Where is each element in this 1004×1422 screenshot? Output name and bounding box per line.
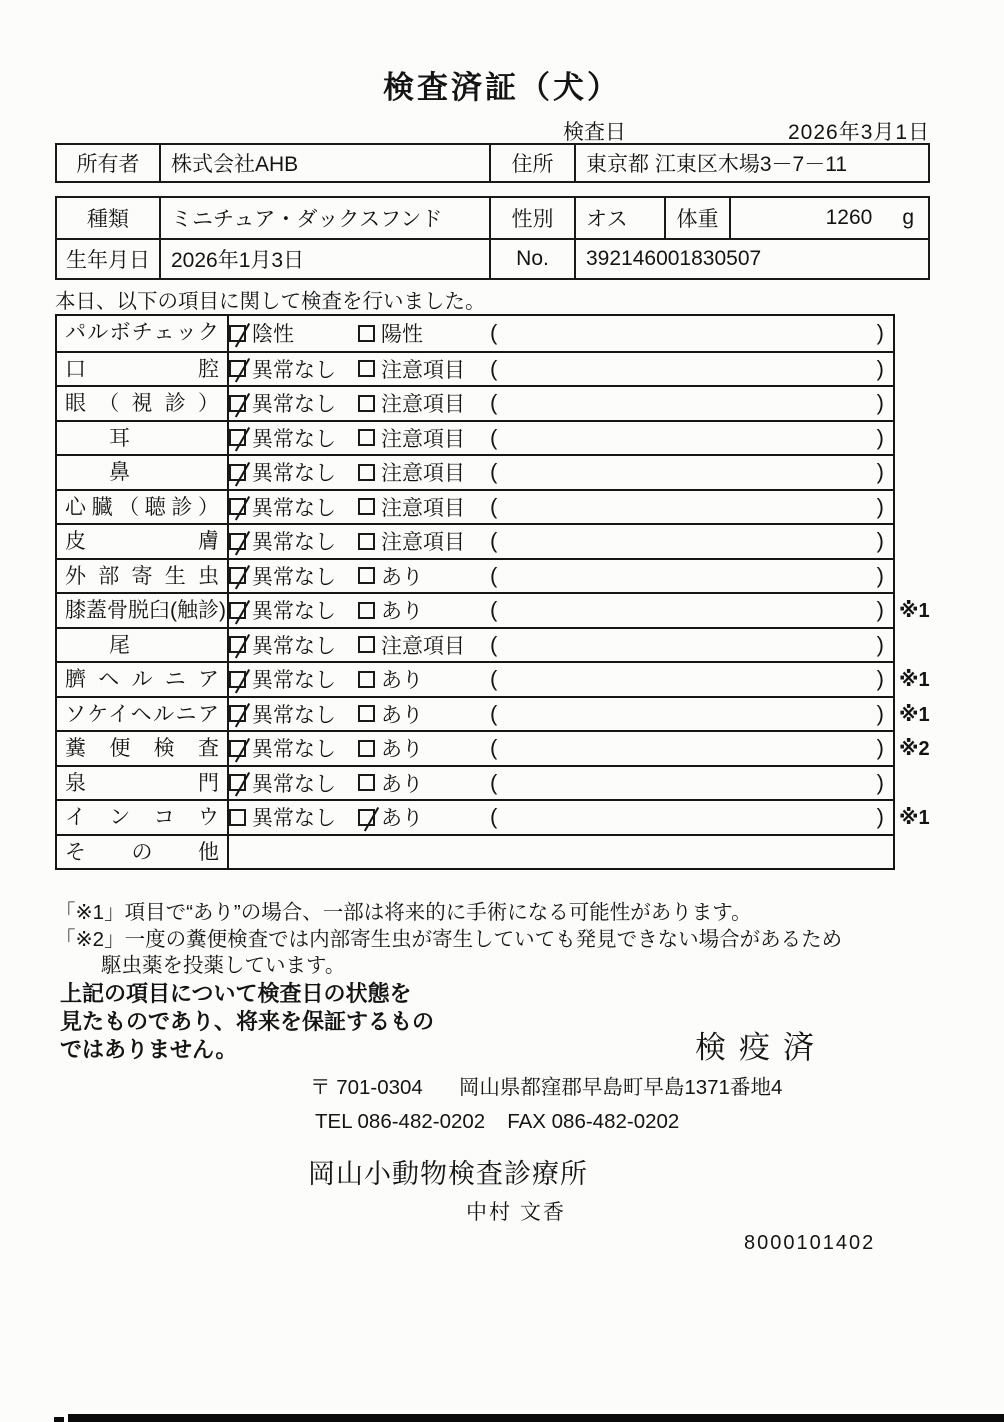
option-label: 注意項目 [381, 496, 465, 520]
paren-open: ( [490, 390, 498, 416]
unchecked-checkbox [358, 464, 375, 481]
breed-value: ミニチュア・ダックスフンド [159, 198, 489, 238]
document-number: 8000101402 [744, 1232, 876, 1254]
inspection-option [358, 664, 490, 694]
paren-close: ) [876, 562, 884, 588]
inspection-item-name: インコウ [57, 801, 229, 834]
inspection-row-body [229, 525, 893, 558]
paren-close: ) [876, 631, 884, 657]
unchecked-checkbox [358, 429, 375, 446]
inspection-option [229, 492, 358, 522]
option-label: 異常なし [252, 427, 336, 451]
staff-name: 中村 文香 [466, 1201, 566, 1224]
footnote-marker: ※2 [899, 738, 930, 760]
sex-label: 性別 [489, 198, 574, 238]
unchecked-checkbox [358, 325, 375, 342]
paren-close: ) [876, 528, 884, 554]
weight-unit: g [902, 206, 914, 229]
paren-open: ( [490, 424, 498, 450]
inspection-row [57, 799, 930, 834]
footnote-1: 「※1」項目で“あり”の場合、一部は将来的に手術になる可能性があります。 [55, 901, 752, 924]
option-label: あり [381, 772, 423, 796]
paren-close: ) [876, 666, 884, 692]
clinic-fax: FAX 086-482-0202 [507, 1110, 680, 1133]
inspection-row [57, 558, 893, 593]
paren-open: ( [490, 804, 498, 830]
disclaimer-line-3: ではありません。 [60, 1037, 238, 1062]
inspection-row [57, 316, 893, 351]
breed-label: 種類 [87, 208, 129, 231]
document-title: 検査済証（犬） [383, 70, 621, 105]
owner-value: 株式会社AHB [159, 145, 489, 181]
inspection-row [57, 730, 930, 765]
inspection-option [358, 492, 490, 522]
inspection-option [229, 457, 358, 487]
weight-value: 1260 [825, 206, 873, 229]
clinic-name: 岡山小動物検査診療所 [308, 1159, 588, 1189]
option-label: 注意項目 [381, 634, 465, 658]
inspection-option [229, 733, 358, 763]
inspection-row-body [229, 387, 893, 420]
inspection-item-name: その他 [57, 836, 229, 869]
inspection-option [358, 354, 490, 384]
clinic-tel-line [315, 1110, 679, 1134]
inspection-row-body [229, 663, 893, 696]
option-label: あり [381, 703, 423, 727]
option-label: あり [381, 807, 423, 831]
inspection-row [57, 454, 893, 489]
footnote-2-continued: 駆虫薬を投薬しています。 [101, 954, 346, 977]
sex-value: オス [574, 198, 664, 238]
inspection-row [57, 627, 893, 662]
inspection-row-body [229, 801, 893, 834]
option-label: 注意項目 [381, 427, 465, 451]
footnotes [55, 900, 842, 980]
option-label: あり [381, 565, 423, 589]
option-label: 異常なし [252, 634, 336, 658]
disclaimer-line-1: 上記の項目について検査日の状態を [60, 981, 412, 1006]
checked-checkbox [229, 429, 246, 446]
unchecked-checkbox [358, 602, 375, 619]
paren-open: ( [490, 528, 498, 554]
inspection-item-name: パルボチェック [57, 316, 229, 351]
footnote-marker: ※1 [899, 703, 930, 726]
option-label: 異常なし [252, 807, 336, 831]
inspection-row-body [229, 767, 893, 800]
inspection-option [229, 526, 358, 556]
inspection-row [57, 661, 930, 696]
clinic-tel: TEL 086-482-0202 [315, 1110, 486, 1133]
paren-close: ) [876, 804, 884, 830]
no-value: 392146001830507 [574, 240, 928, 278]
paren-open: ( [490, 666, 498, 692]
paren-open: ( [490, 493, 498, 519]
option-label: 注意項目 [381, 462, 465, 486]
paren-open: ( [490, 735, 498, 761]
inspection-row [57, 385, 893, 420]
paren-close: ) [876, 700, 884, 726]
address-value: 東京都 江東区木場3－7－11 [574, 145, 928, 181]
unchecked-checkbox [229, 809, 246, 826]
option-label: あり [381, 600, 423, 624]
unchecked-checkbox [358, 360, 375, 377]
inspection-row [57, 592, 930, 627]
inspection-item-name: 膝蓋骨脱臼(触診) [57, 594, 229, 627]
footnote-2: 「※2」一度の糞便検査では内部寄生虫が寄生していても発見できない場合があるため [55, 927, 843, 951]
paren-close: ) [876, 390, 884, 416]
inspection-option [229, 699, 358, 729]
paren-close: ) [876, 355, 884, 381]
inspection-row [57, 523, 893, 558]
inspection-option [229, 664, 358, 694]
inspection-option [358, 802, 490, 832]
option-label: 異常なし [252, 531, 336, 555]
checked-checkbox [229, 325, 246, 342]
owner-info-table [55, 143, 930, 183]
paren-open: ( [490, 700, 498, 726]
paren-close: ) [876, 769, 884, 795]
checked-checkbox [229, 602, 246, 619]
inspection-item-name: 心臓（聴診） [57, 491, 229, 524]
inspection-date-label: 検査日 [563, 121, 626, 144]
checked-checkbox [229, 636, 246, 653]
unchecked-checkbox [358, 671, 375, 688]
inspection-item-name: 鼻 [57, 456, 229, 489]
pet-info-table [55, 196, 930, 280]
inspection-item-name: 泉門 [57, 767, 229, 800]
inspection-option [358, 318, 490, 348]
option-label: 異常なし [252, 600, 336, 624]
disclaimer-text [60, 980, 434, 1064]
checked-checkbox [229, 498, 246, 515]
paren-close: ) [876, 493, 884, 519]
unchecked-checkbox [358, 533, 375, 550]
paren-open: ( [490, 562, 498, 588]
option-label: 注意項目 [381, 393, 465, 417]
postal-code: 〒 701-0304 [310, 1076, 423, 1099]
inspection-row-body [229, 836, 893, 869]
inspection-row-body [229, 560, 893, 593]
inspection-option [229, 630, 358, 660]
clinic-postal-line [310, 1070, 782, 1100]
paren-open: ( [490, 320, 498, 346]
option-label: 陰性 [252, 323, 294, 347]
checked-checkbox [229, 395, 246, 412]
breed-row [57, 198, 928, 238]
option-label: 異常なし [252, 669, 336, 693]
birthdate-value: 2026年1月3日 [159, 240, 489, 278]
inspection-option [229, 595, 358, 625]
paren-close: ) [876, 320, 884, 346]
inspection-row-body [229, 732, 893, 765]
inspection-row [57, 489, 893, 524]
checked-checkbox [229, 705, 246, 722]
option-label: 異常なし [252, 496, 336, 520]
checked-checkbox [229, 740, 246, 757]
inspection-option [229, 561, 358, 591]
inspection-row [57, 765, 893, 800]
option-label: あり [381, 669, 423, 693]
inspection-option [229, 423, 358, 453]
option-label: あり [381, 738, 423, 762]
inspection-row-body [229, 629, 893, 662]
paren-close: ) [876, 735, 884, 761]
option-label: 異常なし [252, 462, 336, 486]
weight-label: 体重 [664, 198, 729, 238]
paren-close: ) [876, 459, 884, 485]
inspection-row-body [229, 316, 893, 351]
inspection-option [358, 768, 490, 798]
inspection-option [358, 733, 490, 763]
unchecked-checkbox [358, 740, 375, 757]
inspection-option [229, 802, 358, 832]
inspection-row-body [229, 594, 893, 627]
paren-open: ( [490, 631, 498, 657]
weight-cell [729, 198, 928, 238]
inspection-row [57, 696, 930, 731]
inspection-option [358, 423, 490, 453]
inspection-item-name: 口腔 [57, 353, 229, 386]
inspection-row [57, 420, 893, 455]
footnote-marker: ※1 [899, 669, 930, 691]
inspection-item-name: ソケイヘルニア [57, 698, 229, 731]
address-label: 住所 [489, 145, 574, 181]
inspection-row-body [229, 698, 893, 731]
inspection-option [358, 630, 490, 660]
inspection-row-body [229, 456, 893, 489]
inspection-row-body [229, 353, 893, 386]
unchecked-checkbox [358, 636, 375, 653]
inspection-option [358, 561, 490, 591]
paren-open: ( [490, 769, 498, 795]
option-label: 異常なし [252, 772, 336, 796]
intro-text: 本日、以下の項目に関して検査を行いました。 [55, 290, 486, 313]
option-label: 異常なし [252, 565, 336, 589]
checked-checkbox [229, 671, 246, 688]
inspection-option [358, 526, 490, 556]
inspection-item-name: 皮膚 [57, 525, 229, 558]
inspection-item-name: 臍ヘルニア [57, 663, 229, 696]
inspection-item-name: 眼（視診） [57, 387, 229, 420]
option-label: 異常なし [252, 393, 336, 417]
birthdate-label: 生年月日 [66, 249, 150, 272]
inspection-option [229, 318, 358, 348]
no-label: No. [489, 240, 574, 278]
inspection-option [358, 595, 490, 625]
clinic-address: 岡山県都窪郡早島町早島1371番地4 [458, 1076, 783, 1099]
footnote-marker: ※1 [899, 600, 930, 622]
checked-checkbox [229, 774, 246, 791]
inspection-option [358, 457, 490, 487]
option-label: 注意項目 [381, 531, 465, 555]
inspection-option [358, 699, 490, 729]
paren-open: ( [490, 355, 498, 381]
owner-label: 所有者 [76, 153, 140, 176]
unchecked-checkbox [358, 498, 375, 515]
inspection-item-name: 糞便検査 [57, 732, 229, 765]
paren-close: ) [876, 597, 884, 623]
birthdate-row [57, 238, 928, 278]
option-label: 異常なし [252, 358, 336, 382]
unchecked-checkbox [358, 567, 375, 584]
inspection-item-name: 耳 [57, 422, 229, 455]
inspection-item-name: 尾 [57, 629, 229, 662]
footnote-marker: ※1 [899, 807, 930, 829]
inspection-date-value: 2026年3月1日 [788, 121, 931, 144]
inspection-option [229, 768, 358, 798]
inspection-table [55, 314, 930, 870]
unchecked-checkbox [358, 774, 375, 791]
scan-artifact-bar [68, 1414, 1004, 1422]
checked-checkbox [229, 464, 246, 481]
inspection-row [57, 351, 893, 386]
paren-open: ( [490, 459, 498, 485]
unchecked-checkbox [358, 705, 375, 722]
option-label: 注意項目 [381, 358, 465, 382]
quarantine-stamp: 検疫済 [695, 1030, 827, 1065]
inspection-item-name: 外部寄生虫 [57, 560, 229, 593]
disclaimer-line-2: 見たものであり、将来を保証するもの [60, 1009, 435, 1034]
checked-checkbox [229, 533, 246, 550]
inspection-option [229, 388, 358, 418]
paren-open: ( [490, 597, 498, 623]
inspection-option [229, 354, 358, 384]
checked-checkbox [358, 809, 375, 826]
inspection-option [358, 388, 490, 418]
inspection-row-body [229, 491, 893, 524]
option-label: 異常なし [252, 703, 336, 727]
unchecked-checkbox [358, 395, 375, 412]
paren-close: ) [876, 424, 884, 450]
inspection-row-body [229, 422, 893, 455]
option-label: 陽性 [381, 323, 423, 347]
option-label: 異常なし [252, 738, 336, 762]
checked-checkbox [229, 360, 246, 377]
inspection-row [57, 834, 893, 869]
checked-checkbox [229, 567, 246, 584]
